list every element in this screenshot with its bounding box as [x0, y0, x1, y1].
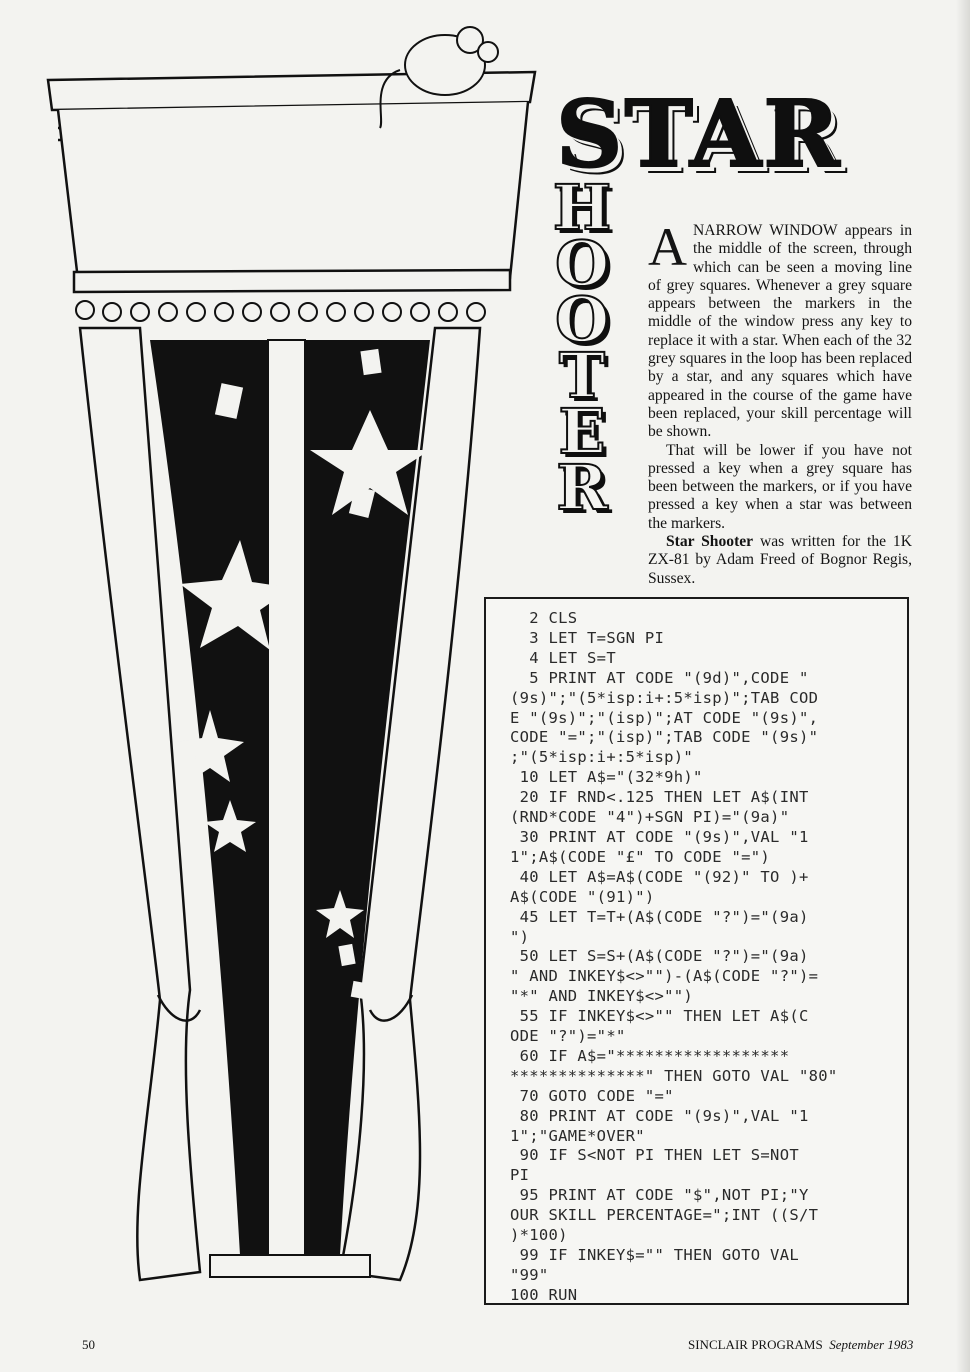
listing-line: 45 LET T=T+(A$(CODE "?")="(9a) — [510, 907, 809, 926]
listing-line: 55 IF INKEY$<>"" THEN LET A$(C — [510, 1007, 809, 1026]
listing-line: 5 PRINT AT CODE "(9d)",CODE " — [510, 668, 809, 687]
listing-line: 20 IF RND<.125 THEN LET A$(INT — [510, 788, 809, 807]
title-letter-o2: O — [554, 283, 609, 356]
listing-line: 60 IF A$="****************** — [510, 1046, 790, 1065]
listing-line: 95 PRINT AT CODE "$",NOT PI;"Y — [510, 1186, 809, 1205]
page-number: 50 — [82, 1337, 95, 1352]
intro-credit — [648, 533, 912, 588]
window-illustration — [40, 10, 540, 1300]
listing-line: " AND INKEY$<>"")-(A$(CODE "?")= — [510, 967, 819, 986]
listing-line: ;"(5*isp:i+:5*isp)" — [510, 748, 694, 767]
listing-line: (9s)";"(5*isp:i+:5*isp)";TAB COD — [510, 688, 819, 707]
listing-line: OUR SKILL PERCENTAGE=";INT ((S/T — [510, 1206, 819, 1225]
title-shooter-vertical — [542, 171, 622, 524]
intro-paragraph-2: That will be lower if you have not pressed a key when a grey square has been between the markers, or if you have pressed a key when a star was between the markers. — [648, 441, 912, 532]
listing-line: 1";A$(CODE "£" TO CODE "=") — [510, 847, 771, 866]
title-letter-e: E — [558, 395, 606, 468]
listing-line: 1";"GAME*OVER" — [510, 1126, 645, 1145]
intro-paragraph-1 — [648, 217, 912, 442]
listing-line: 100 RUN — [510, 1285, 578, 1304]
listing-line: E "(9s)";"(isp)";AT CODE "(9s)", — [510, 708, 819, 727]
title-star: STAR — [556, 80, 842, 188]
listing-line: PI — [510, 1166, 530, 1185]
listing-line: "99" — [510, 1265, 549, 1284]
credit-text: was written for the 1K ZX-81 by Adam Freed of Bognor Regis, Sussex. — [648, 533, 912, 587]
intro-paragraph-1-text: NARROW WINDOW appears in the middle of the screen, through which can be seen a moving line of grey squares. Whenever a grey square appears between the markers in the middle of the window press any key to replace it with a star. When each of the 32 grey squares in the loop has been replaced by a star, and any squares which have appeared in the course of the game have been replaced, your skill percentage will be shown. — [648, 222, 912, 441]
listing-line: **************" THEN GOTO VAL "80" — [510, 1066, 838, 1085]
listing-line: 90 IF S<NOT PI THEN LET S=NOT — [510, 1146, 799, 1165]
listing-lines — [510, 609, 897, 1306]
listing-line: 80 PRINT AT CODE "(9s)",VAL "1 — [510, 1106, 809, 1125]
drop-cap: A — [648, 217, 687, 277]
listing-line: 4 LET S=T — [510, 648, 616, 667]
title-letter-o1: O — [554, 227, 609, 300]
listing-line: (RND*CODE "4")+SGN PI)="(9a)" — [510, 808, 790, 827]
listing-line: 30 PRINT AT CODE "(9s)",VAL "1 — [510, 827, 809, 846]
credit-program-name: Star Shooter — [666, 533, 754, 551]
listing-line: 2 CLS — [510, 609, 578, 627]
listing-line: "*" AND INKEY$<>"") — [510, 987, 694, 1006]
title-letter-r: R — [556, 451, 608, 524]
listing-line: 50 LET S=S+(A$(CODE "?")="(9a) — [510, 947, 809, 966]
issue-date: September 1983 — [829, 1337, 914, 1352]
listing-line: ODE "?")="*" — [510, 1027, 626, 1046]
listing-line: A$(CODE "(91)") — [510, 887, 655, 906]
title-letter-t: T — [558, 339, 606, 412]
listing-line: 40 LET A$=A$(CODE "(92)" TO )+ — [510, 867, 809, 886]
listing-line: 99 IF INKEY$="" THEN GOTO VAL — [510, 1246, 799, 1264]
listing-line: ") — [510, 927, 530, 946]
program-listing — [484, 597, 909, 1305]
listing-line: )*100) — [510, 1226, 568, 1245]
title-letter-h: H — [552, 171, 612, 244]
footer-magazine — [688, 1337, 913, 1353]
listing-line: 70 GOTO CODE "=" — [510, 1086, 674, 1105]
listing-line: 3 LET T=SGN PI — [510, 628, 665, 647]
listing-line: 10 LET A$="(32*9h)" — [510, 768, 703, 787]
listing-line: CODE "=";"(isp)";TAB CODE "(9s)" — [510, 728, 819, 747]
page-edge — [956, 0, 970, 1372]
article-intro — [648, 217, 912, 588]
magazine-name: SINCLAIR PROGRAMS — [688, 1337, 823, 1352]
